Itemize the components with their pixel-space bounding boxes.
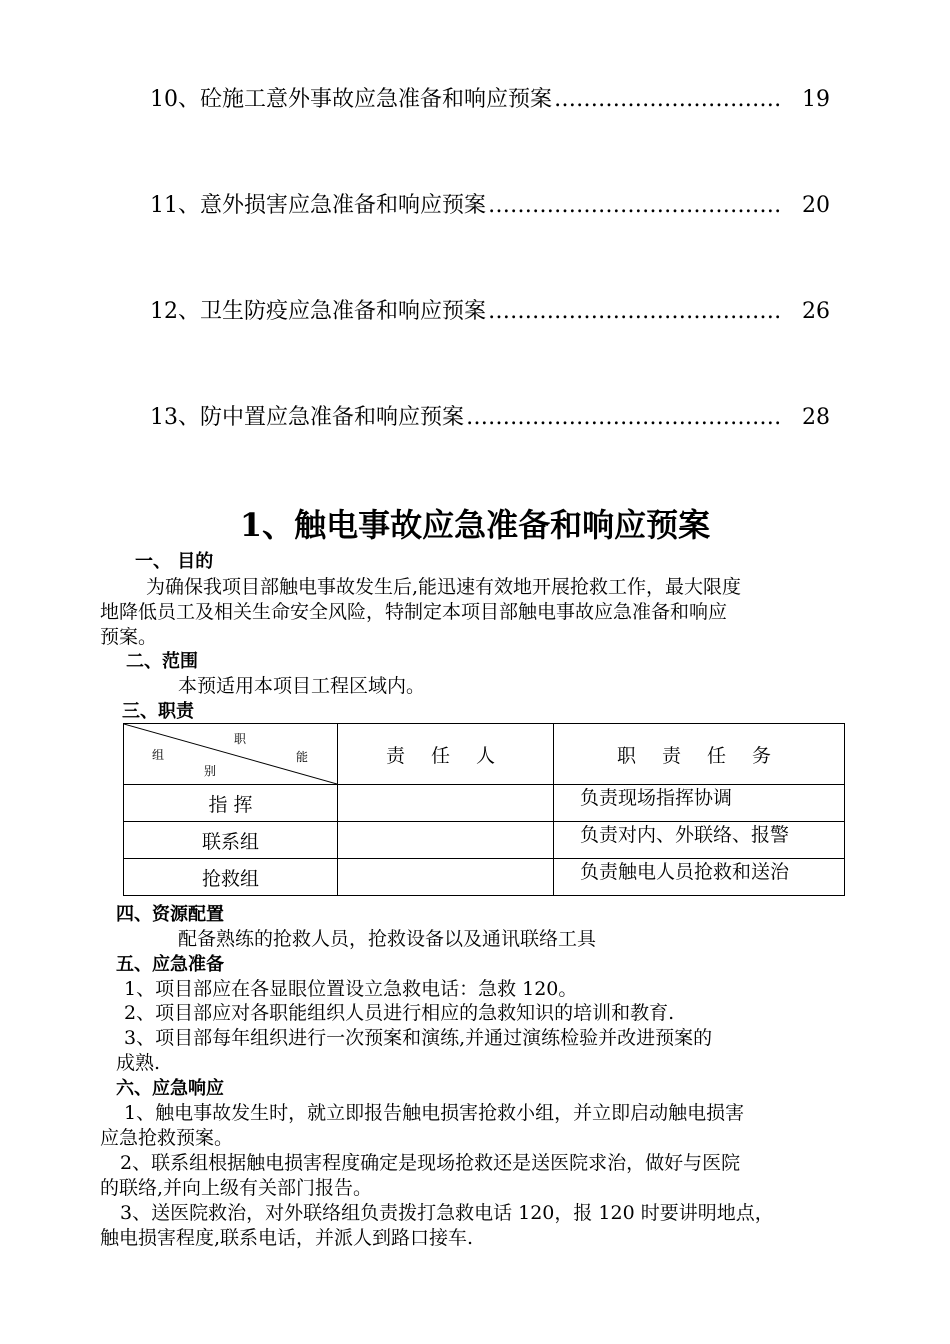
table-row (124, 859, 845, 896)
task-cell: 负责触电人员抢救和送治 (554, 859, 845, 896)
toc-page: 26 (802, 299, 830, 324)
paragraph-line: 地降低员工及相关生命安全风险，特制定本项目部触电事故应急准备和响应 (100, 601, 728, 623)
page-title: 1、触电事故应急准备和响应预案 (239, 506, 711, 544)
table-corner-cell (124, 724, 338, 785)
toc-title: 13、防中置应急准备和响应预案 (150, 405, 464, 430)
section-heading-resources: 四、资源配置 (116, 904, 224, 925)
section-heading-response: 六、应急响应 (116, 1078, 224, 1099)
toc-entry (150, 192, 830, 220)
paragraph-line: 本预适用本项目工程区域内。 (178, 675, 426, 697)
toc-page: 19 (802, 87, 830, 112)
person-cell (338, 822, 554, 859)
toc-entry (150, 298, 830, 326)
column-header: 职 责 任 务 (554, 724, 845, 785)
task-cell: 负责对内、外联络、报警 (554, 822, 845, 859)
person-cell (338, 859, 554, 896)
paragraph-line: 2、项目部应对各职能组织人员进行相应的急救知识的培训和教育. (124, 1002, 675, 1024)
paragraph-line: 3、项目部每年组织进行一次预案和演练,并通过演练检验并改进预案的 (124, 1027, 713, 1049)
corner-label: 组 (152, 748, 165, 762)
duty-table (123, 723, 845, 896)
paragraph-line: 的联络,并向上级有关部门报告。 (100, 1177, 373, 1199)
task-cell: 负责现场指挥协调 (554, 785, 845, 822)
person-cell (338, 785, 554, 822)
paragraph-line: 1、项目部应在各显眼位置设立急救电话：急救 120。 (124, 978, 578, 1000)
section-heading-scope: 二、范围 (126, 651, 198, 672)
toc-page: 20 (802, 193, 830, 218)
paragraph-line: 2、联系组根据触电损害程度确定是现场抢救还是送医院求治，做好与医院 (120, 1152, 741, 1174)
paragraph-line: 触电损害程度,联系电话，并派人到路口接车. (100, 1227, 474, 1249)
corner-label: 别 (204, 764, 217, 778)
toc-title: 10、砼施工意外事故应急准备和响应预案 (150, 87, 552, 112)
toc-title: 12、卫生防疫应急准备和响应预案 (150, 299, 486, 324)
paragraph-line: 配备熟练的抢救人员，抢救设备以及通讯联络工具 (178, 928, 597, 950)
toc-leader (488, 192, 782, 220)
toc-title: 11、意外损害应急准备和响应预案 (150, 193, 486, 218)
corner-label: 能 (296, 750, 309, 764)
toc-entry (150, 404, 830, 432)
paragraph-line: 预案。 (100, 626, 158, 648)
section-heading-preparation: 五、应急准备 (116, 954, 224, 975)
section-heading-duties: 三、职责 (122, 701, 194, 722)
toc-leader (488, 298, 782, 326)
toc-page: 28 (802, 405, 830, 430)
toc-leader (466, 404, 782, 432)
paragraph-line: 应急抢救预案。 (100, 1127, 234, 1149)
group-cell: 联系组 (124, 822, 338, 859)
section-heading-purpose: 一、 目的 (135, 551, 214, 572)
paragraph-line: 为确保我项目部触电事故发生后,能迅速有效地开展抢救工作，最大限度 (146, 576, 742, 598)
paragraph-line: 成熟. (116, 1052, 161, 1074)
column-header: 责 任 人 (338, 724, 554, 785)
table-row (124, 822, 845, 859)
table-header-row (124, 724, 845, 785)
table-row (124, 785, 845, 822)
corner-label: 职 (234, 732, 247, 746)
toc-entry (150, 86, 830, 114)
toc-leader (554, 86, 782, 114)
paragraph-line: 3、送医院救治，对外联络组负责拨打急救电话 120，报 120 时要讲明地点， (120, 1202, 774, 1224)
paragraph-line: 1、触电事故发生时，就立即报告触电损害抢救小组，并立即启动触电损害 (124, 1102, 745, 1124)
group-cell: 指 挥 (124, 785, 338, 822)
group-cell: 抢救组 (124, 859, 338, 896)
